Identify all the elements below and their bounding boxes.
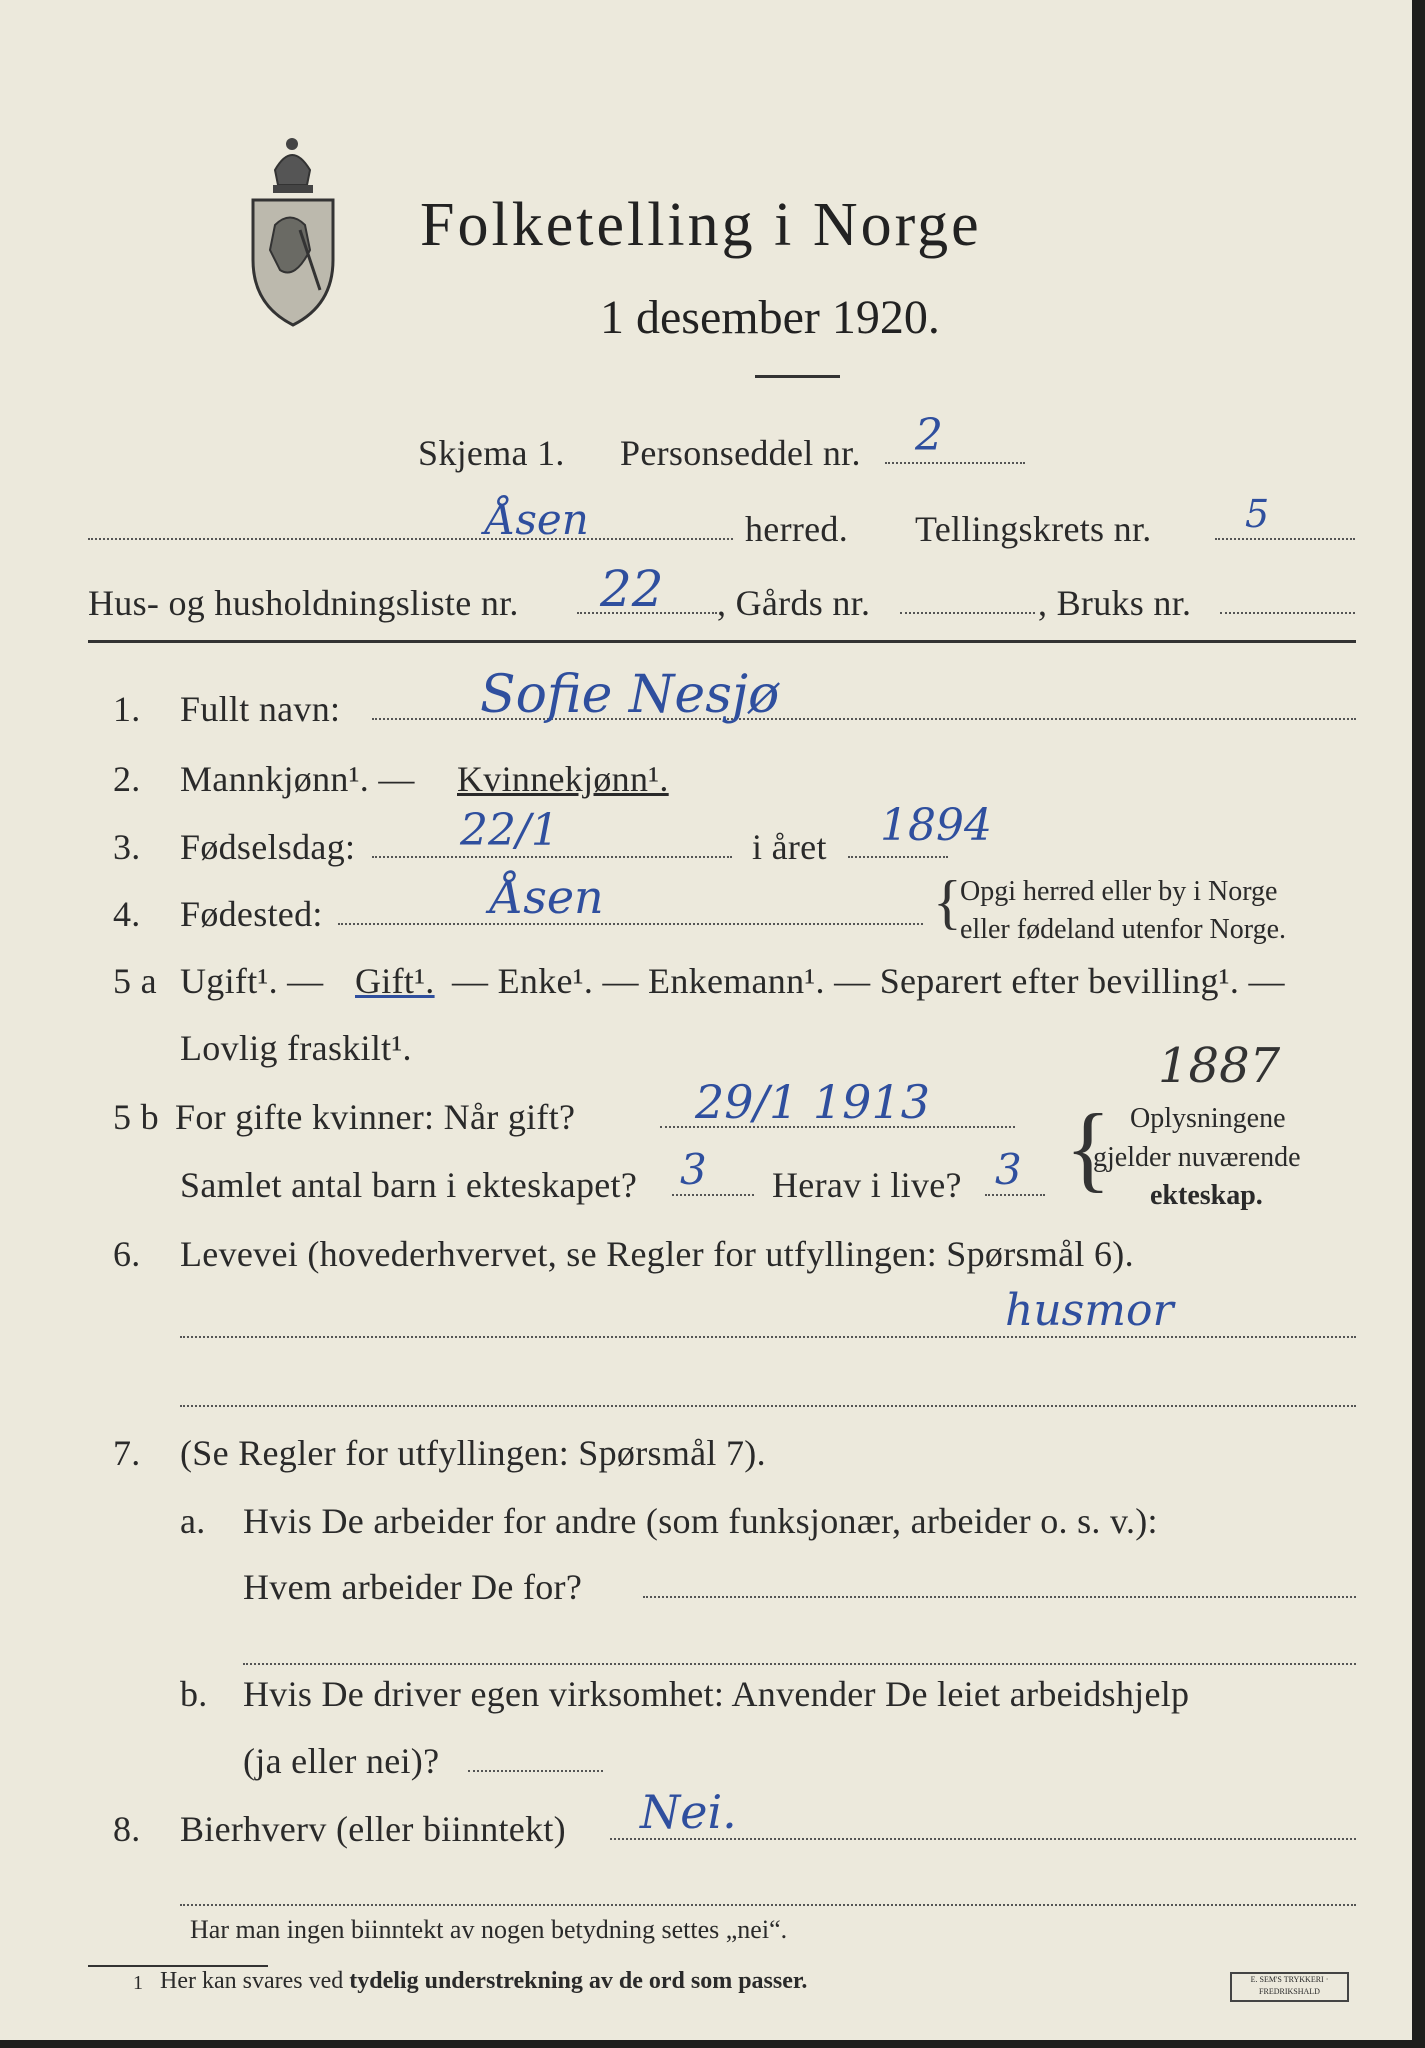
footer-note: Har man ingen biinntekt av nogen betydning settes „nei“. — [190, 1915, 788, 1944]
q5b-brace: { — [1065, 1094, 1112, 1201]
q5b-alive-label: Herav i live? — [772, 1165, 962, 1205]
q5a-option-ugift: Ugift¹. — — [180, 961, 324, 1001]
q5b-number: 5 b — [113, 1097, 159, 1137]
q2-number: 2. — [113, 759, 141, 799]
footnote-number: 1 — [133, 1972, 143, 1994]
hus-label: Hus- og husholdningsliste nr. — [88, 583, 519, 623]
q5a-option-gift: Gift¹. — [355, 961, 435, 1001]
coat-of-arms-icon — [245, 130, 340, 330]
q5b-value: 29/1 1913 — [695, 1075, 930, 1129]
gards-line — [900, 612, 1035, 614]
q8-value: Nei. — [640, 1785, 737, 1839]
q1-label: Fullt navn: — [180, 689, 341, 729]
q5b-note-1: Oplysningene — [1130, 1103, 1286, 1134]
herred-line — [88, 538, 733, 540]
q3-value: 22/1 — [460, 805, 559, 856]
q5b-alive-value: 3 — [995, 1145, 1022, 1194]
q5b-note-3: ekteskap. — [1150, 1180, 1263, 1211]
personseddel-label: Personseddel nr. — [620, 433, 861, 473]
q5b-alive-line — [985, 1194, 1045, 1196]
q6-label: Levevei (hovederhvervet, se Regler for utfyllingen: Spørsmål 6). — [180, 1234, 1134, 1274]
form-date: 1 desember 1920. — [600, 291, 940, 344]
bruks-label: , Bruks nr. — [1038, 583, 1192, 623]
q2-option-female: Kvinnekjønn¹. — [457, 759, 669, 799]
q3-year-label: i året — [752, 827, 827, 867]
q3-label: Fødselsdag: — [180, 827, 356, 867]
q4-note-2: eller fødeland utenfor Norge. — [960, 914, 1287, 945]
q7-number: 7. — [113, 1433, 141, 1473]
q8-line-2 — [180, 1904, 1356, 1906]
q4-number: 4. — [113, 894, 141, 934]
q5b-children-value: 3 — [680, 1145, 707, 1194]
q5a-number: 5 a — [113, 961, 157, 1001]
q7a-line-1: Hvis De arbeider for andre (som funksjonær, arbeider o. s. v.): — [243, 1501, 1158, 1541]
q3-year-value: 1894 — [880, 800, 992, 851]
q4-line — [338, 923, 923, 925]
q4-note-1: Opgi herred eller by i Norge — [960, 876, 1278, 907]
q7-label: (Se Regler for utfyllingen: Spørsmål 7). — [180, 1433, 766, 1473]
q5b-children-line — [672, 1194, 754, 1196]
q7a-number: a. — [180, 1501, 206, 1541]
personseddel-value: 2 — [915, 410, 943, 461]
q7a-answer-line-2 — [243, 1663, 1356, 1665]
q3-number: 3. — [113, 827, 141, 867]
q4-value: Åsen — [490, 870, 604, 924]
q5b-note-2: gjelder nuværende — [1093, 1142, 1301, 1173]
footnote-text-plain: Her kan svares ved — [160, 1968, 344, 1994]
q7a-line-2: Hvem arbeider De for? — [243, 1567, 583, 1607]
q4-brace: { — [933, 869, 962, 935]
q7b-number: b. — [180, 1674, 208, 1714]
tellingskrets-label: Tellingskrets nr. — [915, 509, 1152, 549]
q5a-option-fraskilt: Lovlig fraskilt¹. — [180, 1028, 412, 1068]
q1-number: 1. — [113, 689, 141, 729]
printer-mark: E. SEM'S TRYKKERI · FREDRIKSHALD — [1230, 1972, 1349, 2002]
gards-label: , Gårds nr. — [717, 583, 871, 623]
footnote-text — [160, 1968, 807, 1995]
q3-year-line — [848, 856, 948, 858]
q6-line-2 — [180, 1405, 1356, 1407]
footnote-divider — [88, 1965, 268, 1967]
header-divider — [88, 640, 1356, 643]
title-divider — [755, 375, 840, 378]
q7b-answer-line — [468, 1770, 603, 1772]
q4-label: Fødested: — [180, 894, 323, 934]
q7a-answer-line — [643, 1596, 1356, 1598]
q1-value: Sofie Nesjø — [480, 665, 780, 725]
q8-label: Bierhverv (eller biinntekt) — [180, 1809, 566, 1849]
footnote-text-bold: tydelig understrekning av de ord som passer. — [349, 1968, 808, 1994]
q3-line — [372, 856, 732, 858]
tellingskrets-value: 5 — [1245, 492, 1270, 536]
q6-number: 6. — [113, 1234, 141, 1274]
form-title: Folketelling i Norge — [420, 191, 982, 259]
q7b-line-1: Hvis De driver egen virksomhet: Anvender De leiet arbeidshjelp — [243, 1674, 1190, 1714]
q6-value: husmor — [1005, 1285, 1174, 1336]
q5b-children-label: Samlet antal barn i ekteskapet? — [180, 1165, 638, 1205]
q5b-label: For gifte kvinner: Når gift? — [175, 1097, 576, 1137]
personseddel-line — [885, 462, 1025, 464]
q8-number: 8. — [113, 1809, 141, 1849]
q6-line-1 — [180, 1336, 1356, 1338]
q5a-options-rest: — Enke¹. — Enkemann¹. — Separert efter bevilling¹. — — [452, 961, 1285, 1001]
hus-value: 22 — [600, 560, 664, 618]
bruks-line — [1220, 612, 1355, 614]
q7b-line-2: (ja eller nei)? — [243, 1741, 440, 1781]
q2-option-male: Mannkjønn¹. — — [180, 759, 415, 799]
herred-label: herred. — [745, 509, 849, 549]
tellingskrets-line — [1215, 538, 1355, 540]
herred-value: Åsen — [485, 495, 589, 544]
skjema-label: Skjema 1. — [418, 433, 565, 473]
q5b-extra-value: 1887 — [1158, 1038, 1281, 1094]
